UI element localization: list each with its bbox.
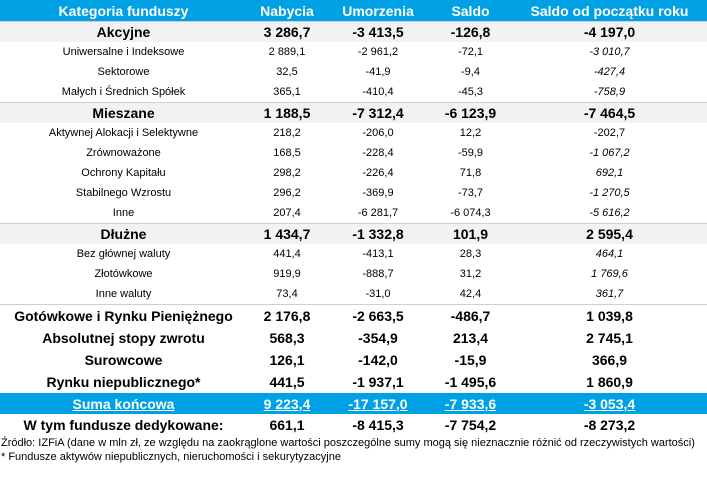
balance-cell: -126,8 [429, 22, 512, 43]
table-row [0, 371, 707, 393]
dedicated-purchases: 661,1 [269, 417, 305, 433]
redemptions-cell: -2 663,5 [327, 305, 429, 328]
ytd-balance-cell: 1 039,8 [512, 305, 707, 328]
purchases-cell: 1 188,5 [247, 103, 327, 124]
balance-cell: -6 123,9 [429, 103, 512, 124]
table-row [0, 163, 707, 183]
ytd-balance-cell: -4 197,0 [512, 22, 707, 43]
balance-cell: 28,3 [459, 248, 482, 260]
category-cell: Inne waluty [95, 288, 152, 300]
total-label: Suma końcowa [0, 393, 247, 414]
balance-cell: 31,2 [459, 268, 482, 280]
purchases-cell: 296,2 [273, 187, 301, 199]
dedicated-row [0, 414, 707, 436]
purchases-cell: 126,1 [269, 352, 305, 368]
dedicated-redemptions: -8 415,3 [352, 417, 404, 433]
table-row [0, 143, 707, 163]
table-row [0, 244, 707, 264]
header-row [0, 0, 707, 22]
category-cell: Bez głównej waluty [76, 248, 171, 260]
balance-cell: 12,2 [459, 127, 482, 139]
redemptions-cell: -888,7 [362, 268, 394, 280]
total-row [0, 393, 707, 414]
table-row [0, 284, 707, 305]
purchases-cell: 441,4 [273, 248, 301, 260]
balance-cell: -486,7 [429, 305, 512, 328]
ytd-balance-cell: -3 010,7 [589, 46, 630, 58]
category-cell: Ochrony Kapitału [81, 167, 166, 179]
redemptions-cell: -31,0 [365, 288, 391, 300]
table-row [0, 224, 707, 245]
ytd-balance-cell: 464,1 [595, 248, 624, 260]
redemptions-cell: -2 961,2 [357, 46, 399, 58]
category-cell: Dłużne [0, 224, 247, 245]
notes [0, 436, 707, 464]
header-ytd-balance: Saldo od początku roku [512, 0, 707, 22]
header-category: Kategoria funduszy [0, 0, 247, 22]
purchases-cell: 919,9 [273, 268, 301, 280]
purchases-cell: 73,4 [276, 288, 298, 300]
balance-cell: -72,1 [457, 46, 484, 58]
purchases-cell: 207,4 [273, 207, 301, 219]
dedicated-label: W tym fundusze dedykowane: [23, 417, 224, 433]
table-body [0, 22, 707, 437]
balance-cell: -45,3 [457, 86, 484, 98]
purchases-cell: 2 176,8 [247, 305, 327, 328]
ytd-balance-cell: -427,4 [593, 66, 626, 78]
ytd-balance-cell: 1 769,6 [591, 268, 628, 280]
ytd-balance-cell: 366,9 [591, 352, 628, 368]
redemptions-cell: -369,9 [362, 187, 394, 199]
balance-cell: 71,8 [459, 167, 482, 179]
table-row [0, 82, 707, 103]
total-purchases: 9 223,4 [247, 393, 327, 414]
purchases-cell: 298,2 [273, 167, 301, 179]
redemptions-cell: -206,0 [362, 127, 394, 139]
redemptions-cell: -6 281,7 [357, 207, 399, 219]
table-row [0, 183, 707, 203]
ytd-balance-cell: 1 860,9 [586, 374, 633, 390]
table-row [0, 103, 707, 124]
purchases-cell: 218,2 [273, 127, 301, 139]
balance-cell: -15,9 [454, 352, 487, 368]
header-balance: Saldo [429, 0, 512, 22]
table-row [0, 62, 707, 82]
purchases-cell: 168,5 [273, 147, 301, 159]
ytd-balance-cell: -758,9 [593, 86, 626, 98]
purchases-cell: 568,3 [269, 330, 305, 346]
redemptions-cell: -226,4 [362, 167, 394, 179]
balance-cell: 42,4 [459, 288, 482, 300]
balance-cell: -59,9 [457, 147, 484, 159]
purchases-cell: 441,5 [269, 374, 305, 390]
ytd-balance-cell: 361,7 [595, 288, 624, 300]
category-cell: Uniwersalne i Indeksowe [62, 46, 185, 58]
category-cell: Małych i Średnich Spółek [61, 86, 186, 98]
table-row [0, 305, 707, 328]
balance-cell: -73,7 [457, 187, 484, 199]
category-cell: Inne [112, 207, 135, 219]
category-cell: Surowcowe [84, 352, 163, 368]
purchases-cell: 1 434,7 [247, 224, 327, 245]
redemptions-cell: -228,4 [362, 147, 394, 159]
redemptions-cell: -142,0 [358, 352, 398, 368]
ytd-balance-cell: 692,1 [595, 167, 624, 179]
category-cell: Stabilnego Wzrostu [75, 187, 172, 199]
balance-cell: 101,9 [429, 224, 512, 245]
ytd-balance-cell: -1 270,5 [589, 187, 630, 199]
dedicated-balance: -7 754,2 [444, 417, 497, 433]
purchases-cell: 2 889,1 [268, 46, 306, 58]
table-row [0, 22, 707, 43]
table-row [0, 42, 707, 62]
redemptions-cell: -7 312,4 [327, 103, 429, 124]
balance-cell: -9,4 [461, 66, 480, 78]
footnote: * Fundusze aktywów niepublicznych, nieruchomości i sekurytyzacyjne [1, 451, 341, 463]
purchases-cell: 3 286,7 [247, 22, 327, 43]
category-cell: Akcyjne [0, 22, 247, 43]
table-row [0, 123, 707, 143]
redemptions-cell: -410,4 [362, 86, 394, 98]
table-row [0, 327, 707, 349]
category-cell: Rynku niepublicznego* [46, 374, 201, 390]
category-cell: Złotówkowe [94, 268, 153, 280]
total-ytd-balance: -3 053,4 [512, 393, 707, 414]
balance-cell: -6 074,3 [450, 207, 491, 219]
category-cell: Mieszane [0, 103, 247, 124]
ytd-balance-cell: -7 464,5 [512, 103, 707, 124]
ytd-balance-cell: 2 745,1 [586, 330, 633, 346]
redemptions-cell: -1 937,1 [352, 374, 404, 390]
redemptions-cell: -3 413,5 [327, 22, 429, 43]
ytd-balance-cell: 2 595,4 [512, 224, 707, 245]
redemptions-cell: -41,9 [365, 66, 391, 78]
balance-cell: -1 495,6 [444, 374, 497, 390]
balance-cell: 213,4 [452, 330, 489, 346]
category-cell: Zrównoważone [86, 147, 161, 159]
total-redemptions: -17 157,0 [327, 393, 429, 414]
header-purchases: Nabycia [247, 0, 327, 22]
category-cell: Sektorowe [97, 66, 150, 78]
purchases-cell: 32,5 [276, 66, 298, 78]
source-note: Źródło: IZFiA (dane w mln zł, ze względu na zaokrąglone wartości poszczególne sumy mogą się nieznacznie różnić od rzeczywistych wartości) [1, 437, 695, 449]
table-row [0, 349, 707, 371]
ytd-balance-cell: -202,7 [593, 127, 626, 139]
category-cell: Absolutnej stopy zwrotu [42, 330, 205, 346]
purchases-cell: 365,1 [273, 86, 301, 98]
ytd-balance-cell: -5 616,2 [589, 207, 630, 219]
redemptions-cell: -1 332,8 [327, 224, 429, 245]
total-balance: -7 933,6 [429, 393, 512, 414]
category-cell: Gotówkowe i Rynku Pieniężnego [0, 305, 247, 328]
ytd-balance-cell: -1 067,2 [589, 147, 630, 159]
table-row [0, 264, 707, 284]
redemptions-cell: -354,9 [358, 330, 398, 346]
header-redemptions: Umorzenia [327, 0, 429, 22]
redemptions-cell: -413,1 [362, 248, 394, 260]
dedicated-ytd-balance: -8 273,2 [583, 417, 636, 433]
category-cell: Aktywnej Alokacji i Selektywne [48, 127, 199, 139]
table-row [0, 203, 707, 224]
